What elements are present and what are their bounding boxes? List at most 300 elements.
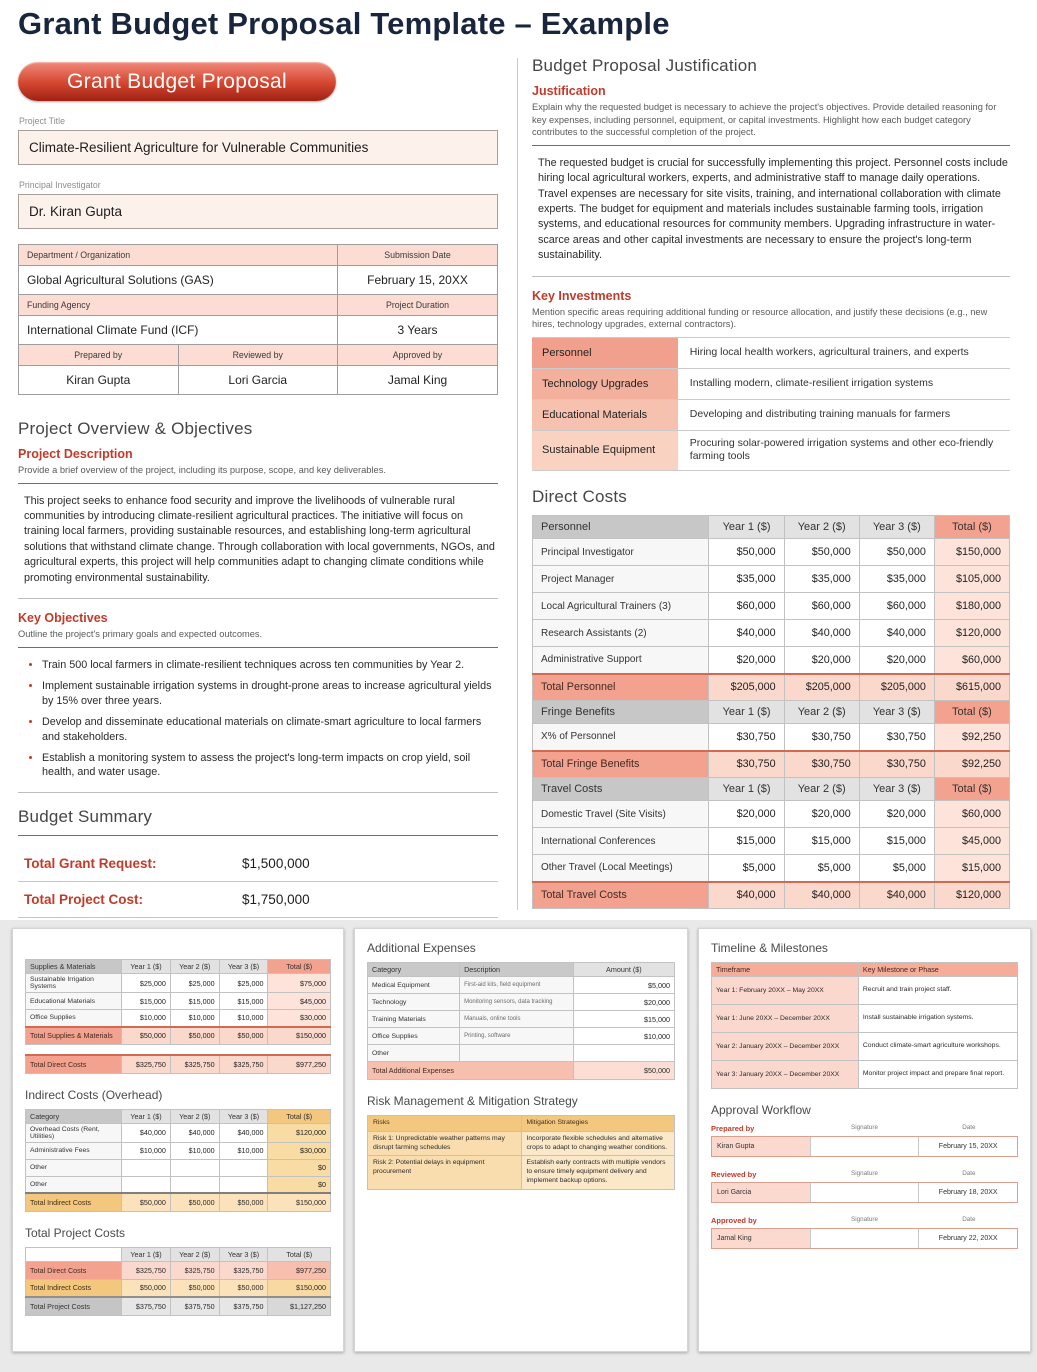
table-cell: $15,000 [709,828,784,855]
table-cell: $325,750 [122,1261,171,1279]
table-cell: $50,000 [122,1027,171,1045]
column-header-cell: Category [368,963,460,977]
table-row [26,1027,331,1045]
table-cell: Total Indirect Costs [26,1193,122,1211]
prepared-by-value[interactable]: Kiran Gupta [19,366,179,395]
table-cell: Year 2: January 20XX – December 20XX [712,1033,859,1061]
table-cell: $0 [268,1159,331,1176]
right-column [532,56,1010,909]
table-cell: Manuals, online tools [460,1011,574,1028]
signature-field[interactable] [810,1137,920,1156]
table-cell: $10,000 [170,1142,219,1159]
table-row [19,295,498,316]
table [25,1054,331,1074]
table-cell: $10,000 [219,1010,268,1027]
table-cell: $150,000 [268,1193,331,1211]
table-row [368,1131,675,1156]
table-cell: $10,000 [170,1010,219,1027]
key-investments-hint: Mention specific areas requiring additional funding or resource allocation, and justify these decisions (e.g., new hires, technology upgrades, external contractors). [532,306,988,330]
table-cell: Install sustainable irrigation systems. [858,1005,1017,1033]
column-header-cell: Year 2 ($) [784,778,859,801]
table-cell: $15,000 [573,1011,674,1028]
table-cell [122,1159,171,1176]
principal-investigator-field[interactable] [18,194,498,229]
table-cell: $5,000 [709,855,784,882]
table-row [712,963,1018,977]
table-row [712,1033,1018,1061]
table-row [533,724,1010,751]
approval-row [711,1182,1018,1203]
table-cell: $92,250 [934,751,1009,778]
funding-agency-label: Funding Agency [19,295,338,316]
prepared-date: February 15, 20XX [938,1143,998,1150]
table-row [533,882,1010,909]
badge-label: Grant Budget Proposal [67,69,287,93]
reviewed-by-name: Lori Garcia [712,1183,810,1202]
page-title: Grant Budget Proposal Template – Example [18,6,670,41]
total-grant-request-label: Total Grant Request: [24,855,157,871]
column-header-cell: Total ($) [934,701,1009,724]
table-cell: $205,000 [709,674,784,701]
table [367,1115,675,1190]
column-header-cell: Total ($) [934,516,1009,539]
table-cell: $50,000 [122,1193,171,1211]
expenses-card [354,928,688,1352]
table-row [532,337,1010,368]
table-cell: Administrative Support [533,647,709,674]
table-cell: Total Indirect Costs [26,1279,122,1297]
column-header-cell: Year 2 ($) [170,1109,219,1123]
column-header-cell: Year 1 ($) [122,960,171,974]
table-row [19,245,498,266]
table-cell: $1,127,250 [268,1297,331,1315]
column-header-cell: Total ($) [934,778,1009,801]
table-cell: $10,000 [219,1142,268,1159]
table-cell: $180,000 [934,593,1009,620]
list-item: • Develop and disseminate educational materials on climate-smart agriculture to local farmers and stakeholders. [42,715,498,744]
table-cell: $375,750 [219,1297,268,1315]
table-cell: $150,000 [268,1027,331,1045]
table-row [19,266,498,295]
table-cell: Installing modern, climate-resilient irrigation systems [678,368,1010,399]
table [25,1109,331,1212]
table-row [26,1193,331,1211]
column-header-cell: Year 2 ($) [170,960,219,974]
signature-field[interactable] [810,1229,920,1248]
table-cell: $40,000 [859,620,934,647]
table-cell: $50,000 [573,1062,674,1080]
table-row [26,1279,331,1297]
column-header-cell: Timeframe [712,963,859,977]
table-cell: Domestic Travel (Site Visits) [533,801,709,828]
table-row [532,430,1010,470]
rule [18,647,498,648]
table-cell: $325,750 [219,1055,268,1073]
table-row [26,1247,331,1261]
table-cell: $92,250 [934,724,1009,751]
table-cell: $615,000 [934,674,1009,701]
table-row [26,1176,331,1193]
project-info-table [18,244,498,395]
timeline-table [711,962,1018,1089]
key-investments-heading: Key Investments [532,288,632,303]
indirect-costs-heading: Indirect Costs (Overhead) [25,1087,163,1102]
table-cell: Monitor project impact and prepare final report. [858,1061,1017,1089]
table-cell: $15,000 [859,828,934,855]
justification-heading: Justification [532,84,606,98]
table-cell: $20,000 [709,801,784,828]
table-cell: $30,750 [859,724,934,751]
table-cell: $10,000 [122,1142,171,1159]
table-cell: $20,000 [784,647,859,674]
department-label: Department / Organization [19,245,338,266]
approved-by-role: Approved by [711,1216,757,1225]
table-cell: Sustainable Irrigation Systems [26,974,122,993]
table-row [26,1159,331,1176]
column-header-cell: Year 3 ($) [219,1247,268,1261]
table-cell: Risk 1: Unpredictable weather patterns may disrupt farming schedules [368,1131,522,1156]
prepared-by-role: Prepared by [711,1124,755,1133]
table-cell: $50,000 [709,539,784,566]
column-header-cell: Year 3 ($) [219,1109,268,1123]
table-cell: $325,750 [122,1055,171,1073]
rule [18,483,498,484]
column-header-cell: Year 2 ($) [784,701,859,724]
column-header-cell: Travel Costs [533,778,709,801]
table-cell: $5,000 [859,855,934,882]
table-cell: $50,000 [219,1193,268,1211]
table-cell: Office Supplies [26,1010,122,1027]
budget-summary-row [18,882,498,918]
table-row [533,674,1010,701]
table-cell: Total Direct Costs [26,1261,122,1279]
table [711,962,1018,1089]
rule [18,792,498,793]
table-cell: $20,000 [709,647,784,674]
table-row [26,1010,331,1027]
prepared-by-name: Kiran Gupta [712,1137,810,1156]
table-cell [219,1176,268,1193]
table-row [533,593,1010,620]
table-cell: $205,000 [784,674,859,701]
approval-header [711,1170,1018,1179]
table-row [712,977,1018,1005]
table-cell: $50,000 [170,1193,219,1211]
table-cell: $20,000 [784,801,859,828]
reviewed-by-label: Reviewed by [178,345,338,366]
table-cell: $60,000 [934,801,1009,828]
column-header-cell: Year 1 ($) [122,1247,171,1261]
table-cell: $375,750 [170,1297,219,1315]
table-row [19,345,498,366]
table-cell: $60,000 [859,593,934,620]
table-cell: $75,000 [268,974,331,993]
table-cell: $977,250 [268,1261,331,1279]
timeline-heading: Timeline & Milestones [711,941,828,955]
project-duration-value[interactable]: 3 Years [338,316,498,345]
signature-label: Signature [851,1124,878,1131]
table-cell: $50,000 [784,539,859,566]
table-cell: Total Additional Expenses [368,1062,574,1080]
table-cell: $20,000 [859,647,934,674]
budget-summary-heading: Budget Summary [18,806,153,826]
table-cell: Technology Upgrades [532,368,678,399]
table-row [368,1116,675,1132]
table-cell: $20,000 [573,994,674,1011]
column-header-cell: Personnel [533,516,709,539]
table-cell: $30,750 [709,724,784,751]
column-header-cell: Mitigation Strategies [521,1116,675,1132]
table-cell: Risk 2: Potential delays in equipment procurement [368,1156,522,1189]
table-cell: $150,000 [934,539,1009,566]
table-cell: Technology [368,994,460,1011]
table-cell: $15,000 [170,993,219,1010]
column-header-cell: Supplies & Materials [26,960,122,974]
additional-expenses-table [367,962,675,1080]
funding-agency-value[interactable]: International Climate Fund (ICF) [19,316,338,345]
column-header-cell: Total ($) [268,1109,331,1123]
objectives-list [42,658,498,780]
column-header-cell: Year 3 ($) [219,960,268,974]
approval-block [711,1216,1018,1249]
department-value[interactable]: Global Agricultural Solutions (GAS) [19,266,338,295]
submission-date-value[interactable]: February 15, 20XX [338,266,498,295]
table-cell: $120,000 [268,1123,331,1142]
table-cell: Other [26,1176,122,1193]
table-row [26,1297,331,1315]
supplies-materials-table [25,959,331,1045]
project-description-heading: Project Description [18,447,133,461]
table-cell: $15,000 [219,993,268,1010]
table [532,337,1010,471]
approved-by-value[interactable]: Jamal King [338,366,498,395]
table-row [26,1055,331,1073]
table-cell [170,1159,219,1176]
table [532,515,1010,909]
total-grant-request-value[interactable]: $1,500,000 [242,855,310,871]
table-row [368,977,675,994]
table-row [533,855,1010,882]
table-cell: $30,000 [268,1142,331,1159]
table-cell: $977,250 [268,1055,331,1073]
total-project-cost-value[interactable]: $1,750,000 [242,891,310,907]
table-cell: $40,000 [784,620,859,647]
table-row [26,1142,331,1159]
justification-hint: Explain why the requested budget is necessary to achieve the project's objectives. Provide detailed reasoning for key expenses, including personnel, equipment, or capital investments. Highlight how each budget category contributes to the successful completion of the project. [532,102,997,138]
table-cell: $45,000 [934,828,1009,855]
column-header-cell: Year 2 ($) [170,1247,219,1261]
table-cell: $50,000 [122,1279,171,1297]
table-row [26,960,331,974]
table-cell: Other [368,1045,460,1062]
signature-field[interactable] [810,1183,920,1202]
justification-body: The requested budget is crucial for successfully implementing this project. Personnel costs include hiring local agricultural workers, experts, and administrative staff to manage daily operations. Travel expenses are necessary for site visits, training, and international collaboration with climate experts. The budget for equipment and materials includes sustainable farming tools, irrigation systems, and educational resources for community members. Upgrading infrastructure in water-scarce areas and other capital investments are necessary to ensure the project's long-term sustainability. [538,156,1008,262]
total-project-costs-heading: Total Project Costs [25,1225,126,1240]
table-cell: Administrative Fees [26,1142,122,1159]
table-row [712,1005,1018,1033]
table-cell: Incorporate flexible schedules and alternative crops to adapt to changing weather conditions. [521,1131,675,1156]
table-row [533,778,1010,801]
direct-costs-heading: Direct Costs [532,487,627,507]
table-cell: $40,000 [709,882,784,909]
table-row [368,1045,675,1062]
bottom-band [0,920,1037,1372]
table-cell: $15,000 [784,828,859,855]
risk-management-heading: Risk Management & Mitigation Strategy [367,1094,578,1108]
signature-label: Signature [851,1170,878,1177]
table-cell [460,1045,574,1062]
rule [532,145,1010,146]
table-cell: $35,000 [784,566,859,593]
table-cell: $120,000 [934,882,1009,909]
column-header-cell: Amount ($) [573,963,674,977]
submission-date-label: Submission Date [338,245,498,266]
rule [18,598,498,599]
table-row [533,539,1010,566]
table-cell: $60,000 [709,593,784,620]
principal-investigator-value: Dr. Kiran Gupta [29,204,123,219]
table-row [533,828,1010,855]
date-label: Date [962,1216,976,1223]
table-row [533,566,1010,593]
table-cell: Year 1: June 20XX – December 20XX [712,1005,859,1033]
approval-row [711,1228,1018,1249]
column-divider [517,58,518,910]
list-item: • Establish a monitoring system to assess the project's long-term impacts on crop yield, soil health, and water usage. [42,751,498,780]
table [25,959,331,1045]
column-header-cell: Total ($) [268,960,331,974]
table-cell: Total Project Costs [26,1297,122,1315]
table-cell: $205,000 [859,674,934,701]
project-title-value: Climate-Resilient Agriculture for Vulnerable Communities [29,140,369,155]
table-cell: $40,000 [784,882,859,909]
table-row [368,1028,675,1045]
table-cell: Medical Equipment [368,977,460,994]
total-direct-costs-table [25,1054,331,1074]
table-row [533,751,1010,778]
table-row [533,620,1010,647]
table-cell: $50,000 [859,539,934,566]
total-project-costs-table [25,1247,331,1316]
column-header-cell: Year 3 ($) [859,778,934,801]
table-cell: Other [26,1159,122,1176]
table-cell: Year 1: February 20XX – May 20XX [712,977,859,1005]
approval-header [711,1216,1018,1225]
column-header-cell: Category [26,1109,122,1123]
table-cell: $40,000 [219,1123,268,1142]
table-cell [170,1176,219,1193]
table-cell: $40,000 [122,1123,171,1142]
table-cell: $50,000 [170,1027,219,1045]
date-label: Date [962,1124,976,1131]
column-header-cell: Fringe Benefits [533,701,709,724]
table-cell: $35,000 [859,566,934,593]
table-cell: Overhead Costs (Rent, Utilities) [26,1123,122,1142]
column-header-cell: Year 1 ($) [709,778,784,801]
indirect-costs-table [25,1109,331,1212]
project-duration-label: Project Duration [338,295,498,316]
project-description-hint: Provide a brief overview of the project, including its purpose, scope, and key deliverables. [18,465,386,475]
table-cell: $60,000 [934,647,1009,674]
table-cell: Hiring local health workers, agricultural trainers, and experts [678,337,1010,368]
table-cell: Principal Investigator [533,539,709,566]
column-header-cell: Year 3 ($) [859,516,934,539]
column-header-cell: Year 3 ($) [859,701,934,724]
column-header-cell: Key Milestone or Phase [858,963,1017,977]
table-cell: $20,000 [859,801,934,828]
table-row [368,963,675,977]
list-item: • Implement sustainable irrigation systems in drought-prone areas to increase agricultural yields by 15% over three years. [42,679,498,708]
table-cell: $30,750 [859,751,934,778]
table-cell [573,1045,674,1062]
table-cell: Total Supplies & Materials [26,1027,122,1045]
table-cell: International Conferences [533,828,709,855]
column-header-cell: Year 2 ($) [784,516,859,539]
column-header-cell [26,1247,122,1261]
table-cell: Recruit and train project staff. [858,977,1017,1005]
table-cell [122,1176,171,1193]
table-cell: $5,000 [784,855,859,882]
table-cell [219,1159,268,1176]
key-objectives-heading: Key Objectives [18,611,108,626]
project-title-field[interactable] [18,130,498,165]
table-row [26,1109,331,1123]
table-cell: Total Fringe Benefits [533,751,709,778]
table-cell: Educational Materials [532,399,678,430]
approved-by-label: Approved by [338,345,498,366]
table-cell: Total Direct Costs [26,1055,122,1073]
project-title-label: Project Title [19,116,65,126]
table-cell: $30,750 [784,724,859,751]
table-row [19,366,498,395]
table-cell: $105,000 [934,566,1009,593]
grant-budget-proposal-badge [18,62,336,101]
table-row [368,994,675,1011]
table-cell: Sustainable Equipment [532,430,678,470]
table-cell: $325,750 [170,1055,219,1073]
table-cell: $50,000 [170,1279,219,1297]
table-cell: $40,000 [709,620,784,647]
table [25,1247,331,1316]
column-header-cell: Description [460,963,574,977]
table-cell: $40,000 [170,1123,219,1142]
table-cell: $15,000 [122,993,171,1010]
table-row [19,316,498,345]
timeline-card [698,928,1031,1352]
table-row [26,974,331,993]
table-row [533,516,1010,539]
table-cell: Educational Materials [26,993,122,1010]
reviewed-by-role: Reviewed by [711,1170,757,1179]
reviewed-by-value[interactable]: Lori Garcia [178,366,338,395]
table-cell: Total Personnel [533,674,709,701]
table-row [368,1156,675,1189]
table-row [532,399,1010,430]
table-cell: Office Supplies [368,1028,460,1045]
table-cell: $375,750 [122,1297,171,1315]
table-row [368,1011,675,1028]
signature-label: Signature [851,1216,878,1223]
table-cell: $35,000 [709,566,784,593]
approval-header [711,1124,1018,1133]
table-cell: First-aid kits, field equipment [460,977,574,994]
table-cell: $40,000 [859,882,934,909]
project-description-body: This project seeks to enhance food security and improve the livelihoods of vulnerable rural communities by introducing climate-resilient agricultural practices. The initiative will focus on training local farmers, providing sustainable resources, and establishing long-term agricultural solutions that withstand climate change. Through collaboration with local governments, NGOs, and agricultural experts, this project will help communities adapt to changing climate conditions while promoting environmental sustainability. [24,494,495,584]
table-cell: $60,000 [784,593,859,620]
table-cell: Other Travel (Local Meetings) [533,855,709,882]
table-cell: $25,000 [122,974,171,993]
approval-workflow-heading: Approval Workflow [711,1103,811,1117]
